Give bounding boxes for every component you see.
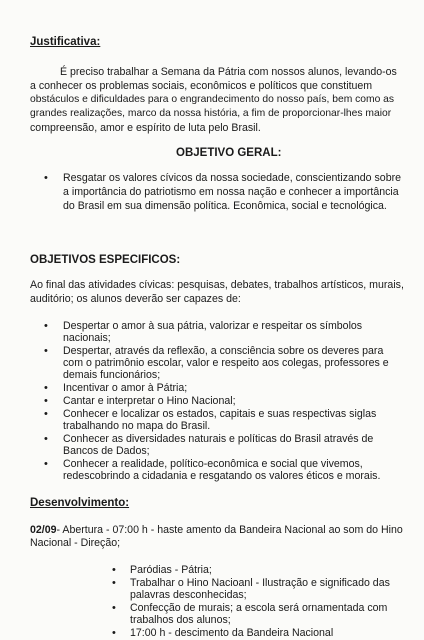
objetivo-item-line: Cantar e interpretar o Hino Nacional;: [63, 395, 236, 407]
bullet-icon: •: [44, 172, 48, 184]
bullet-icon: •: [44, 433, 48, 445]
objetivo-item-line: Conhecer e localizar os estados, capitais e suas respectivas siglas: [63, 408, 377, 420]
objetivo-geral-line: Resgatar os valores cívicos da nossa sociedade, conscientizando sobre: [63, 172, 402, 184]
desenvolvimento-entry: [30, 524, 403, 537]
objetivo-item-line: Despertar o amor à sua pátria, valorizar e respeitar os símbolos: [63, 320, 363, 332]
bullet-icon: •: [44, 458, 48, 470]
objetivo-geral-heading: OBJETIVO GERAL:: [176, 147, 282, 159]
bullet-icon: •: [112, 577, 116, 589]
desenvolvimento-entry-line: Nacional - Direção;: [30, 537, 121, 549]
objetivo-item-line: Conhecer a realidade, político-econômica e social que vivemos,: [63, 458, 363, 470]
desenvolvimento-heading: Desenvolvimento:: [30, 497, 130, 509]
justificativa-line: É preciso trabalhar a Semana da Pátria com nossos alunos, levando-os: [60, 66, 397, 78]
objetivos-intro-line: auditório; os alunos deverão ser capazes de:: [30, 293, 241, 305]
justificativa-heading: Justificativa:: [30, 36, 101, 48]
objetivo-geral-line: a importância do patriotismo em nossa nação e conhecer a importância: [63, 186, 399, 198]
bullet-icon: •: [44, 345, 48, 357]
bullet-icon: •: [44, 382, 48, 394]
desenvolvimento-item-line: Confecção de murais; a escola será ornamentada com: [130, 602, 388, 614]
desenvolvimento-item-line: trabalhos dos alunos;: [130, 614, 231, 626]
bullet-icon: •: [112, 627, 116, 639]
desenvolvimento-item-line: palavras desconhecidas;: [130, 589, 247, 601]
objetivo-item-line: demais funcionários;: [63, 369, 161, 381]
objetivo-item-line: Conhecer as diversidades naturais e políticas do Brasil através de: [63, 433, 374, 445]
objetivo-item-line: trabalhando no mapa do Brasil.: [63, 420, 211, 432]
justificativa-line: compreensão, amor e espírito de luta pelo Brasil.: [30, 122, 261, 134]
bullet-icon: •: [44, 320, 48, 332]
bullet-icon: •: [112, 602, 116, 614]
objetivo-item-line: nacionais;: [63, 332, 111, 344]
entry-date: 02/09: [30, 524, 57, 536]
bullet-icon: •: [44, 395, 48, 407]
objetivos-intro-line: Ao final das atividades cívicas: pesquisas, debates, trabalhos artísticos, murais,: [30, 279, 404, 291]
bullet-icon: •: [112, 564, 116, 576]
justificativa-line: a conhecer os problemas sociais, econômicos e políticos que constituem: [30, 80, 373, 92]
bullet-icon: •: [44, 408, 48, 420]
desenvolvimento-item-line: 17:00 h - descimento da Bandeira Nacional: [130, 627, 334, 639]
objetivo-item-line: Bancos de Dados;: [63, 445, 150, 457]
objetivos-especificos-heading: OBJETIVOS ESPECIFICOS:: [30, 254, 181, 266]
objetivo-geral-line: do Brasil em sua dimensão política. Econômica, social e tecnológica.: [63, 200, 387, 212]
desenvolvimento-item-line: Paródias - Pátria;: [130, 564, 212, 576]
justificativa-line: obstáculos e dificuldades para o engrandecimento do nosso país, bem como as: [30, 94, 395, 105]
justificativa-line: grandes realizações, marco da nossa história, a fim de proporcionar-lhes maior: [30, 108, 392, 119]
objetivo-item-line: redescobrindo a cidadania e resgatando os valores éticos e morais.: [63, 470, 381, 482]
objetivo-item-line: Incentivar o amor à Pátria;: [63, 382, 188, 394]
objetivo-item-line: com o patrimônio escolar, valor e respeito aos colegas, professores e: [63, 357, 389, 369]
objetivo-item-line: Despertar, através da reflexão, a consciência sobre os deveres para: [63, 345, 384, 357]
entry-text: - Abertura - 07:00 h - haste amento da Bandeira Nacional ao som do Hino: [56, 524, 403, 536]
desenvolvimento-item-line: Trabalhar o Hino Nacioanl - Ilustração e significado das: [130, 577, 390, 589]
